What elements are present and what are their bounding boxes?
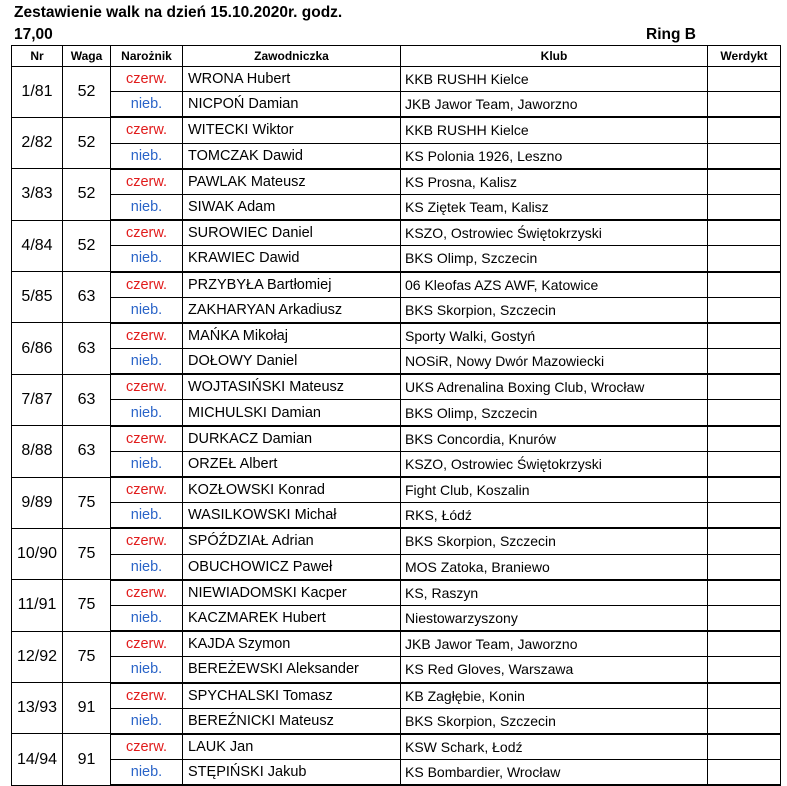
fighter-club: 06 Kleofas AZS AWF, Katowice bbox=[401, 272, 708, 298]
fighter-club: BKS Skorpion, Szczecin bbox=[401, 708, 708, 734]
fighter-name: TOMCZAK Dawid bbox=[183, 143, 401, 169]
bout-number: 3/83 bbox=[12, 169, 63, 220]
verdict-cell[interactable] bbox=[708, 400, 781, 426]
fighter-club: KS Prosna, Kalisz bbox=[401, 169, 708, 195]
fighter-club: KS Bombardier, Wrocław bbox=[401, 760, 708, 786]
corner-red: czerw. bbox=[111, 374, 183, 400]
verdict-cell[interactable] bbox=[708, 143, 781, 169]
weight-class: 63 bbox=[63, 272, 111, 323]
table-row bbox=[12, 605, 781, 631]
table-row bbox=[12, 528, 781, 554]
fighter-club: KKB RUSHH Kielce bbox=[401, 67, 708, 92]
corner-blue: nieb. bbox=[111, 451, 183, 477]
start-time: 17,00 bbox=[14, 26, 53, 43]
verdict-cell[interactable] bbox=[708, 92, 781, 118]
column-header-verdict: Werdykt bbox=[708, 46, 781, 67]
fighter-club: KS, Raszyn bbox=[401, 580, 708, 606]
verdict-cell[interactable] bbox=[708, 477, 781, 503]
bout-number: 5/85 bbox=[12, 272, 63, 323]
fighter-club: KS Polonia 1926, Leszno bbox=[401, 143, 708, 169]
table-row bbox=[12, 143, 781, 169]
table-row bbox=[12, 349, 781, 375]
bout-number: 1/81 bbox=[12, 67, 63, 118]
bout-number: 10/90 bbox=[12, 528, 63, 579]
fighter-club: Niestowarzyszony bbox=[401, 605, 708, 631]
bout-number: 13/93 bbox=[12, 683, 63, 734]
fighter-club: KSW Schark, Łodź bbox=[401, 734, 708, 760]
bout-number: 4/84 bbox=[12, 220, 63, 271]
bout-number: 11/91 bbox=[12, 580, 63, 631]
table-header-row bbox=[12, 46, 781, 67]
fighter-name: WOJTASIŃSKI Mateusz bbox=[183, 374, 401, 400]
corner-blue: nieb. bbox=[111, 194, 183, 220]
fighter-name: ZAKHARYAN Arkadiusz bbox=[183, 297, 401, 323]
fighter-name: DURKACZ Damian bbox=[183, 426, 401, 452]
fighter-club: JKB Jawor Team, Jaworzno bbox=[401, 92, 708, 118]
table-row bbox=[12, 426, 781, 452]
fighter-name: BEREŻEWSKI Aleksander bbox=[183, 657, 401, 683]
table-row bbox=[12, 657, 781, 683]
verdict-cell[interactable] bbox=[708, 605, 781, 631]
bout-number: 9/89 bbox=[12, 477, 63, 528]
weight-class: 75 bbox=[63, 580, 111, 631]
ring-label: Ring B bbox=[646, 26, 696, 43]
fighter-name: KACZMAREK Hubert bbox=[183, 605, 401, 631]
corner-blue: nieb. bbox=[111, 92, 183, 118]
fighter-club: Sporty Walki, Gostyń bbox=[401, 323, 708, 349]
table-row bbox=[12, 374, 781, 400]
table-row bbox=[12, 400, 781, 426]
fighter-name: PAWLAK Mateusz bbox=[183, 169, 401, 195]
fighter-club: BKS Concordia, Knurów bbox=[401, 426, 708, 452]
table-row bbox=[12, 169, 781, 195]
verdict-cell[interactable] bbox=[708, 297, 781, 323]
column-header-waga: Waga bbox=[63, 46, 111, 67]
verdict-cell[interactable] bbox=[708, 426, 781, 452]
fighter-name: LAUK Jan bbox=[183, 734, 401, 760]
table-row bbox=[12, 272, 781, 298]
bouts-body bbox=[12, 67, 781, 786]
fighter-name: SPÓŹDZIAŁ Adrian bbox=[183, 528, 401, 554]
corner-blue: nieb. bbox=[111, 246, 183, 272]
table-row bbox=[12, 451, 781, 477]
column-header-club: Klub bbox=[401, 46, 708, 67]
fighter-club: KSZO, Ostrowiec Świętokrzyski bbox=[401, 220, 708, 246]
table-row bbox=[12, 220, 781, 246]
bout-number: 6/86 bbox=[12, 323, 63, 374]
table-row bbox=[12, 246, 781, 272]
corner-red: czerw. bbox=[111, 528, 183, 554]
corner-blue: nieb. bbox=[111, 143, 183, 169]
weight-class: 75 bbox=[63, 631, 111, 682]
fighter-club: BKS Skorpion, Szczecin bbox=[401, 297, 708, 323]
verdict-cell[interactable] bbox=[708, 760, 781, 786]
verdict-cell[interactable] bbox=[708, 580, 781, 606]
table-row bbox=[12, 760, 781, 786]
table-row bbox=[12, 708, 781, 734]
fighter-name: WRONA Hubert bbox=[183, 67, 401, 92]
corner-blue: nieb. bbox=[111, 708, 183, 734]
fighter-club: JKB Jawor Team, Jaworzno bbox=[401, 631, 708, 657]
verdict-cell[interactable] bbox=[708, 683, 781, 709]
corner-blue: nieb. bbox=[111, 349, 183, 375]
column-header-nr: Nr bbox=[12, 46, 63, 67]
weight-class: 52 bbox=[63, 169, 111, 220]
verdict-cell[interactable] bbox=[708, 323, 781, 349]
corner-red: czerw. bbox=[111, 426, 183, 452]
table-row bbox=[12, 683, 781, 709]
corner-red: czerw. bbox=[111, 580, 183, 606]
table-row bbox=[12, 117, 781, 143]
fighter-club: MOS Zatoka, Braniewo bbox=[401, 554, 708, 580]
table-row bbox=[12, 631, 781, 657]
fighter-name: MICHULSKI Damian bbox=[183, 400, 401, 426]
fighter-club: BKS Olimp, Szczecin bbox=[401, 400, 708, 426]
fighter-name: WASILKOWSKI Michał bbox=[183, 503, 401, 529]
corner-blue: nieb. bbox=[111, 554, 183, 580]
verdict-cell[interactable] bbox=[708, 503, 781, 529]
corner-blue: nieb. bbox=[111, 605, 183, 631]
weight-class: 52 bbox=[63, 220, 111, 271]
weight-class: 52 bbox=[63, 67, 111, 118]
fighter-club: KSZO, Ostrowiec Świętokrzyski bbox=[401, 451, 708, 477]
weight-class: 63 bbox=[63, 426, 111, 477]
bout-number: 12/92 bbox=[12, 631, 63, 682]
corner-red: czerw. bbox=[111, 67, 183, 92]
weight-class: 75 bbox=[63, 477, 111, 528]
fighter-club: KKB RUSHH Kielce bbox=[401, 117, 708, 143]
fighter-name: NIEWIADOMSKI Kacper bbox=[183, 580, 401, 606]
bout-number: 8/88 bbox=[12, 426, 63, 477]
corner-blue: nieb. bbox=[111, 657, 183, 683]
bout-number: 7/87 bbox=[12, 374, 63, 425]
verdict-cell[interactable] bbox=[708, 246, 781, 272]
verdict-cell[interactable] bbox=[708, 67, 781, 92]
column-header-corner: Narożnik bbox=[111, 46, 183, 67]
fighter-club: UKS Adrenalina Boxing Club, Wrocław bbox=[401, 374, 708, 400]
verdict-cell[interactable] bbox=[708, 708, 781, 734]
verdict-cell[interactable] bbox=[708, 374, 781, 400]
corner-red: czerw. bbox=[111, 477, 183, 503]
fighter-club: KS Red Gloves, Warszawa bbox=[401, 657, 708, 683]
fighter-name: STĘPIŃSKI Jakub bbox=[183, 760, 401, 786]
verdict-cell[interactable] bbox=[708, 528, 781, 554]
bout-number: 2/82 bbox=[12, 117, 63, 168]
corner-blue: nieb. bbox=[111, 503, 183, 529]
fighter-name: SUROWIEC Daniel bbox=[183, 220, 401, 246]
fighter-name: KOZŁOWSKI Konrad bbox=[183, 477, 401, 503]
table-row bbox=[12, 734, 781, 760]
table-row bbox=[12, 67, 781, 92]
bout-number: 14/94 bbox=[12, 734, 63, 785]
corner-blue: nieb. bbox=[111, 400, 183, 426]
bouts-table bbox=[11, 45, 781, 786]
corner-red: czerw. bbox=[111, 272, 183, 298]
corner-blue: nieb. bbox=[111, 297, 183, 323]
column-header-fighter: Zawodniczka bbox=[183, 46, 401, 67]
fighter-name: WITECKI Wiktor bbox=[183, 117, 401, 143]
verdict-cell[interactable] bbox=[708, 194, 781, 220]
verdict-cell[interactable] bbox=[708, 657, 781, 683]
verdict-cell[interactable] bbox=[708, 169, 781, 195]
weight-class: 63 bbox=[63, 374, 111, 425]
fighter-name: SPYCHALSKI Tomasz bbox=[183, 683, 401, 709]
table-row bbox=[12, 92, 781, 118]
verdict-cell[interactable] bbox=[708, 734, 781, 760]
fighter-club: KS Ziętek Team, Kalisz bbox=[401, 194, 708, 220]
table-row bbox=[12, 554, 781, 580]
verdict-cell[interactable] bbox=[708, 272, 781, 298]
weight-class: 52 bbox=[63, 117, 111, 168]
page-title: Zestawienie walk na dzień 15.10.2020r. godz. bbox=[14, 4, 343, 21]
corner-red: czerw. bbox=[111, 734, 183, 760]
weight-class: 91 bbox=[63, 683, 111, 734]
table-row bbox=[12, 297, 781, 323]
fighter-name: BEREŹNICKI Mateusz bbox=[183, 708, 401, 734]
verdict-cell[interactable] bbox=[708, 554, 781, 580]
weight-class: 91 bbox=[63, 734, 111, 785]
weight-class: 75 bbox=[63, 528, 111, 579]
verdict-cell[interactable] bbox=[708, 220, 781, 246]
table-row bbox=[12, 477, 781, 503]
table-row bbox=[12, 503, 781, 529]
fighter-name: OBUCHOWICZ Paweł bbox=[183, 554, 401, 580]
fighter-name: KAJDA Szymon bbox=[183, 631, 401, 657]
corner-red: czerw. bbox=[111, 220, 183, 246]
fighter-club: Fight Club, Koszalin bbox=[401, 477, 708, 503]
fighter-club: RKS, Łódź bbox=[401, 503, 708, 529]
corner-red: czerw. bbox=[111, 169, 183, 195]
fighter-name: PRZYBYŁA Bartłomiej bbox=[183, 272, 401, 298]
fighter-name: DOŁOWY Daniel bbox=[183, 349, 401, 375]
table-row bbox=[12, 580, 781, 606]
table-row bbox=[12, 323, 781, 349]
corner-red: czerw. bbox=[111, 683, 183, 709]
verdict-cell[interactable] bbox=[708, 117, 781, 143]
verdict-cell[interactable] bbox=[708, 349, 781, 375]
fighter-club: BKS Skorpion, Szczecin bbox=[401, 528, 708, 554]
verdict-cell[interactable] bbox=[708, 451, 781, 477]
fighter-club: NOSiR, Nowy Dwór Mazowiecki bbox=[401, 349, 708, 375]
verdict-cell[interactable] bbox=[708, 631, 781, 657]
corner-red: czerw. bbox=[111, 117, 183, 143]
fighter-name: KRAWIEC Dawid bbox=[183, 246, 401, 272]
fighter-name: NICPOŃ Damian bbox=[183, 92, 401, 118]
corner-red: czerw. bbox=[111, 323, 183, 349]
corner-red: czerw. bbox=[111, 631, 183, 657]
fighter-name: MAŃKA Mikołaj bbox=[183, 323, 401, 349]
fighter-name: SIWAK Adam bbox=[183, 194, 401, 220]
weight-class: 63 bbox=[63, 323, 111, 374]
fighter-name: ORZEŁ Albert bbox=[183, 451, 401, 477]
fighter-club: KB Zagłębie, Konin bbox=[401, 683, 708, 709]
corner-blue: nieb. bbox=[111, 760, 183, 786]
fighter-club: BKS Olimp, Szczecin bbox=[401, 246, 708, 272]
table-row bbox=[12, 194, 781, 220]
